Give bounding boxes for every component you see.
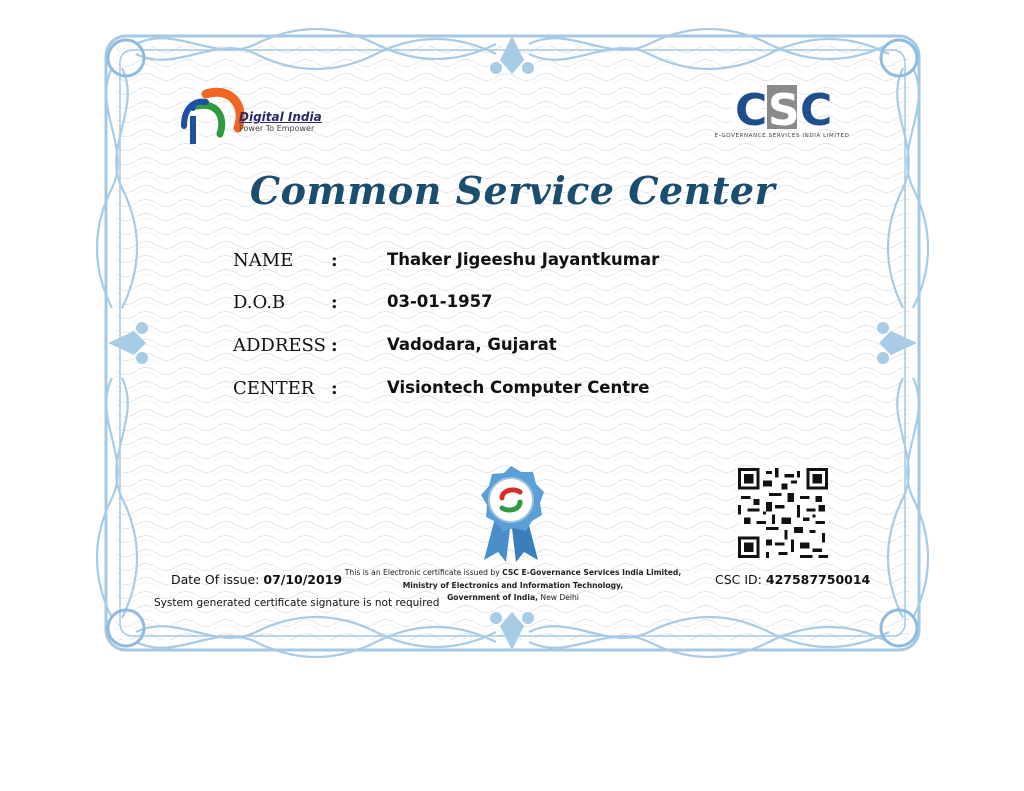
field-colon: : xyxy=(331,250,338,271)
svg-text:S: S xyxy=(768,85,800,131)
field-label: D.O.B xyxy=(233,292,286,313)
svg-text:C: C xyxy=(800,85,832,131)
csc-id-label: CSC ID: xyxy=(715,572,762,587)
field-colon: : xyxy=(331,378,338,399)
csc-id xyxy=(715,572,870,587)
date-value: 07/10/2019 xyxy=(263,572,343,587)
seal-badge-icon xyxy=(476,464,546,564)
digital-india-title: Digital India xyxy=(239,110,322,124)
field-label: NAME xyxy=(233,250,294,271)
qr-code xyxy=(738,468,828,558)
date-label: Date Of issue: xyxy=(171,572,260,587)
issued-org: CSC E-Governance Services India Limited, xyxy=(502,568,682,577)
svg-text:C: C xyxy=(735,85,768,131)
issued-govt: Government of India, xyxy=(447,593,538,602)
field-value: 03-01-1957 xyxy=(387,292,493,311)
certificate xyxy=(96,28,929,658)
field-colon: : xyxy=(331,292,338,313)
digital-india-tagline: Power To Empower xyxy=(239,124,315,133)
csc-subtitle: E-GOVERNANCE SERVICES INDIA LIMITED xyxy=(714,133,850,139)
signature-note: System generated certificate signature is not required xyxy=(154,597,440,609)
field-colon: : xyxy=(331,335,338,356)
field-value: Vadodara, Gujarat xyxy=(387,335,557,354)
date-of-issue xyxy=(171,572,342,587)
issued-city: New Delhi xyxy=(540,593,579,602)
field-value: Visiontech Computer Centre xyxy=(387,378,650,397)
issued-ministry: Ministry of Electronics and Information Technology, xyxy=(402,580,624,590)
field-label: ADDRESS xyxy=(233,335,326,356)
csc-logo xyxy=(732,83,832,131)
field-value: Thaker Jigeeshu Jayantkumar xyxy=(387,250,660,269)
certificate-heading: Common Service Center xyxy=(249,168,776,213)
csc-id-value: 427587750014 xyxy=(765,572,871,587)
issued-by-statement xyxy=(340,567,686,605)
issued-prefix: This is an Electronic certificate issued by xyxy=(344,568,500,577)
field-label: CENTER xyxy=(233,378,315,399)
